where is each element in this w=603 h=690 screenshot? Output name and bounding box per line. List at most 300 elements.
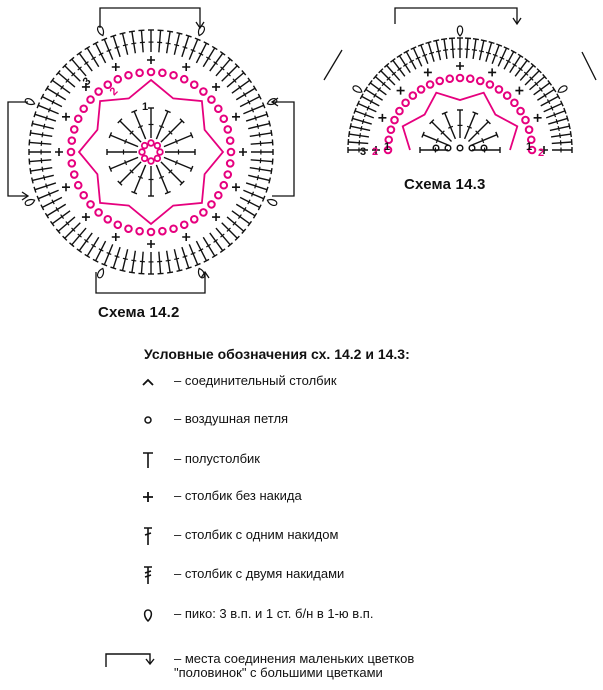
chain-stitch xyxy=(87,96,94,103)
stitch-mark xyxy=(123,45,128,46)
stitch-mark xyxy=(123,33,128,54)
chain-stitch xyxy=(69,160,76,167)
stitch-mark xyxy=(348,142,368,143)
sc-mark xyxy=(488,68,496,76)
stitch-mark xyxy=(96,43,106,63)
stitch-mark xyxy=(240,97,260,107)
row-label-right-1: 1 xyxy=(526,141,533,153)
legend xyxy=(140,346,600,680)
stitch-mark xyxy=(433,40,439,41)
legend-text: – столбик без накида xyxy=(174,488,302,503)
chain-stitch xyxy=(388,126,395,133)
stitch-mark xyxy=(203,237,214,256)
chain-stitch xyxy=(391,117,398,124)
stitch-mark xyxy=(251,142,273,144)
stitch-mark xyxy=(32,178,33,184)
stitch-mark xyxy=(358,103,376,111)
chain-stitch xyxy=(220,115,227,122)
stitch-mark xyxy=(32,124,53,129)
chain-stitch xyxy=(71,126,78,133)
stitch-mark xyxy=(159,30,161,52)
stitch-mark xyxy=(79,233,92,251)
legend-text: – воздушная петля xyxy=(174,411,289,426)
stitch-mark xyxy=(489,42,495,44)
stitch-mark xyxy=(120,33,126,34)
chain-stitch xyxy=(467,75,474,82)
row-label-left-3: 3 xyxy=(360,146,367,158)
chain-stitch xyxy=(125,72,132,79)
chain-stitch xyxy=(215,192,222,199)
stitch-mark xyxy=(445,113,456,139)
stitch-mark xyxy=(159,252,161,274)
stitch-mark xyxy=(240,197,260,207)
chain-stitch xyxy=(181,76,188,83)
stitch-mark xyxy=(473,39,476,59)
stitch-mark xyxy=(493,54,498,56)
legend-item-sc xyxy=(140,487,600,509)
stitch-mark xyxy=(161,121,182,142)
sc-mark xyxy=(534,114,542,122)
stitch-mark xyxy=(510,56,521,73)
stitch-mark xyxy=(250,168,272,171)
stitch-mark xyxy=(236,88,255,99)
stitch-mark xyxy=(556,119,557,124)
stitch-mark xyxy=(436,41,440,61)
chain-stitch xyxy=(104,216,111,223)
stitch-mark xyxy=(418,44,424,46)
stitch-mark xyxy=(42,97,62,107)
chain-stitch xyxy=(436,78,443,85)
chain-stitch xyxy=(227,160,234,167)
sc-mark xyxy=(515,87,523,95)
stitch-mark xyxy=(467,38,468,58)
chain-stitch xyxy=(396,108,403,115)
stitch-mark xyxy=(210,53,223,71)
stitch-mark xyxy=(46,184,48,189)
chain-stitch xyxy=(200,88,207,95)
row-label-left-2: 2 xyxy=(372,146,379,158)
chain-stitch xyxy=(159,70,166,77)
chain-stitch xyxy=(402,100,409,107)
chain-stitch xyxy=(457,75,464,82)
sc-mark xyxy=(239,148,247,156)
chain-stitch xyxy=(159,228,166,235)
chain-stitch xyxy=(410,92,417,99)
stitch-mark xyxy=(34,187,36,193)
stitch-mark xyxy=(436,51,441,52)
stitch-mark xyxy=(366,89,383,100)
chain-stitch xyxy=(71,171,78,178)
chain-stitch xyxy=(191,216,198,223)
stitch-mark xyxy=(30,168,31,174)
stitch-mark xyxy=(504,52,514,70)
stitch-mark xyxy=(174,258,179,259)
center-chain xyxy=(148,158,154,164)
chain-stitch xyxy=(227,137,234,144)
stitch-mark xyxy=(38,190,58,198)
chain-stitch xyxy=(170,225,177,232)
stitch-mark xyxy=(544,103,562,111)
center-chain xyxy=(142,143,148,149)
stitch-mark xyxy=(222,223,238,239)
stitch-mark xyxy=(196,43,206,63)
chain-stitch xyxy=(418,86,425,93)
chain-stitch xyxy=(148,69,155,76)
sc-mark xyxy=(232,183,240,191)
stitch-mark xyxy=(498,48,506,66)
chain-stitch xyxy=(75,182,82,189)
stitch-mark xyxy=(364,112,366,117)
chain-stitch xyxy=(517,108,524,115)
stitch-mark xyxy=(167,31,173,32)
stitch-mark xyxy=(38,105,58,113)
sc-mark xyxy=(232,113,240,121)
chain-stitch xyxy=(526,126,533,133)
stitch-mark xyxy=(248,124,269,129)
stitch-mark xyxy=(406,52,416,70)
stitch-mark xyxy=(32,121,33,127)
picot-icon xyxy=(140,605,156,625)
stitch-mark xyxy=(183,256,188,258)
chain-stitch xyxy=(95,88,102,95)
stitch-mark xyxy=(141,252,143,274)
caption-14-3: Схема 14.3 xyxy=(404,176,486,193)
stitch-mark xyxy=(174,33,179,54)
stitch-mark xyxy=(570,131,571,137)
legend-item-join xyxy=(140,650,600,686)
stitch-mark xyxy=(541,96,559,106)
stitch-mark xyxy=(361,126,362,131)
stitch-mark xyxy=(120,270,126,271)
sc-mark xyxy=(182,233,190,241)
stitch-mark xyxy=(96,241,106,261)
chain-stitch xyxy=(446,75,453,82)
stitch-mark xyxy=(134,111,145,139)
stitch-mark xyxy=(115,256,120,258)
picot-mark xyxy=(266,198,277,207)
chain-stitch xyxy=(511,100,518,107)
stitch-mark xyxy=(232,80,250,93)
chain-stitch xyxy=(215,105,222,112)
stitch-mark xyxy=(444,39,447,59)
stitch-mark xyxy=(131,43,136,44)
stitch-mark xyxy=(349,134,369,137)
stitch-mark xyxy=(167,272,173,273)
stitch-mark xyxy=(46,116,48,121)
stitch-mark xyxy=(560,133,561,138)
stitch-mark xyxy=(29,160,51,162)
stitch-mark xyxy=(259,132,260,137)
stitch-mark xyxy=(350,123,351,129)
stitch-mark xyxy=(257,124,258,129)
center-chain xyxy=(139,149,145,155)
stitch-mark xyxy=(32,175,53,180)
stitch-mark xyxy=(481,40,487,41)
stitch-mark xyxy=(413,48,421,66)
stitch-mark xyxy=(189,39,197,59)
legend-item-slip-stitch xyxy=(140,372,600,394)
chain-stitch xyxy=(114,76,121,83)
stitch-mark xyxy=(129,31,135,32)
stitch-mark xyxy=(422,54,427,56)
sc-mark xyxy=(147,56,155,64)
chain-stitch xyxy=(181,221,188,228)
chain-stitch-icon xyxy=(140,410,156,430)
stitch-mark xyxy=(189,244,197,264)
stitch-mark xyxy=(131,260,136,261)
row-label-right-2: 2 xyxy=(538,147,545,159)
stitch-mark xyxy=(34,111,36,117)
sc-mark xyxy=(112,63,120,71)
sc-mark xyxy=(147,240,155,248)
legend-text: – полустолбик xyxy=(174,451,260,466)
stitch-mark xyxy=(423,135,449,146)
chain-stitch xyxy=(114,221,121,228)
stitch-mark xyxy=(554,112,556,117)
stitch-mark xyxy=(486,52,491,53)
chain-stitch xyxy=(496,86,503,93)
stitch-mark xyxy=(552,142,572,143)
chain-stitch xyxy=(80,105,87,112)
sc-mark xyxy=(112,233,120,241)
stitch-mark xyxy=(110,135,138,146)
sc-mark xyxy=(212,213,220,221)
stitch-mark xyxy=(132,32,135,54)
legend-item-tr xyxy=(140,565,600,587)
stitch-mark xyxy=(443,50,448,51)
row-label-2: 2 xyxy=(107,85,121,99)
stitch-mark xyxy=(29,142,51,144)
legend-text: – пико: 3 в.п. и 1 ст. б/н в 1-ю в.п. xyxy=(174,606,374,621)
stitch-mark xyxy=(271,130,272,136)
center-chain xyxy=(148,140,154,146)
legend-text: – столбик с двумя накидами xyxy=(174,566,345,581)
stitch-mark xyxy=(259,167,260,172)
stitch-mark xyxy=(79,53,92,71)
stitch-mark xyxy=(161,162,182,183)
chain-stitch xyxy=(228,149,235,156)
stitch-mark xyxy=(52,80,70,93)
legend-item-chain xyxy=(140,410,600,432)
stitch-mark xyxy=(123,258,128,259)
stitch-mark xyxy=(65,223,81,239)
legend-text: – соединительный столбик xyxy=(174,373,337,388)
single-crochet-icon xyxy=(140,487,156,507)
sc-mark xyxy=(182,63,190,71)
chain-stitch xyxy=(148,229,155,236)
stitch-mark xyxy=(564,108,566,114)
slip-stitch-icon xyxy=(140,372,156,392)
stitch-mark xyxy=(269,178,270,184)
stitch-mark xyxy=(210,233,223,251)
sc-mark xyxy=(212,83,220,91)
chain-stitch xyxy=(75,115,82,122)
stitch-mark xyxy=(429,52,434,53)
chain-stitch xyxy=(125,225,132,232)
stitch-mark xyxy=(351,126,371,130)
legend-text-line2: "половинок" с большими цветками xyxy=(174,665,383,680)
stitch-mark xyxy=(271,168,272,174)
legend-title: Условные обозначения сх. 14.2 и 14.3: xyxy=(144,346,410,362)
stitch-mark xyxy=(87,48,98,67)
chain-stitch xyxy=(80,192,87,199)
legend-item-hdc xyxy=(140,450,600,472)
chain-stitch xyxy=(208,96,215,103)
treble-crochet-icon xyxy=(140,565,156,585)
stitch-mark xyxy=(465,113,476,139)
stitch-mark xyxy=(174,249,179,270)
sc-mark xyxy=(378,114,386,122)
chain-stitch xyxy=(200,209,207,216)
double-crochet-icon xyxy=(140,526,156,546)
chain-stitch xyxy=(477,78,484,85)
stitch-mark xyxy=(222,66,238,82)
stitch-mark xyxy=(31,168,53,171)
stitch-mark xyxy=(480,41,484,61)
stitch-mark xyxy=(31,133,53,136)
stitch-mark xyxy=(44,175,45,180)
stitch-mark xyxy=(104,39,112,59)
stitch-mark xyxy=(42,197,62,207)
sc-mark xyxy=(62,113,70,121)
sc-mark xyxy=(424,68,432,76)
stitch-mark xyxy=(166,43,171,44)
stitch-mark xyxy=(558,126,559,131)
stitch-mark xyxy=(269,121,270,127)
stitch-mark xyxy=(167,32,170,54)
stitch-mark xyxy=(120,162,141,183)
stitch-mark xyxy=(251,160,273,162)
stitch-mark xyxy=(537,89,554,100)
stitch-mark xyxy=(186,35,192,37)
inner-rows-left xyxy=(68,69,235,236)
center-chain xyxy=(155,156,161,162)
stitch-mark xyxy=(468,122,488,142)
stitch-mark xyxy=(47,204,66,215)
legend-text: – места соединения маленьких цветков xyxy=(174,651,415,666)
chain-stitch xyxy=(522,117,529,124)
stitch-mark xyxy=(551,134,571,137)
legend-text: – столбик с одним накидом xyxy=(174,527,339,542)
stitch-mark xyxy=(352,116,354,122)
stitch-mark xyxy=(232,211,250,224)
sc-mark xyxy=(82,213,90,221)
chain-stitch xyxy=(208,201,215,208)
chain-stitch xyxy=(224,171,231,178)
half-double-crochet-icon xyxy=(140,450,156,470)
base-chain xyxy=(457,145,463,151)
chain-stitch xyxy=(224,126,231,133)
stitch-mark xyxy=(248,175,269,180)
stitch-mark xyxy=(115,47,120,49)
row-label-1: 1 xyxy=(142,101,149,113)
stitch-mark xyxy=(110,35,116,37)
stitch-mark xyxy=(569,123,570,129)
picot-mark xyxy=(97,25,106,36)
stitch-mark xyxy=(257,175,258,180)
chain-stitch xyxy=(69,137,76,144)
stitch-mark xyxy=(255,184,257,189)
chain-stitch xyxy=(136,70,143,77)
stitch-mark xyxy=(123,249,128,270)
diagram-14-2 xyxy=(0,0,300,300)
chain-stitch xyxy=(68,149,75,156)
center-chain xyxy=(157,149,163,155)
chain-stitch xyxy=(136,228,143,235)
stitch-mark xyxy=(203,48,214,67)
stitch-mark xyxy=(44,124,45,129)
sc-mark xyxy=(62,183,70,191)
stitch-mark xyxy=(42,132,43,137)
stitch-mark xyxy=(496,44,502,46)
stitch-mark xyxy=(177,270,183,271)
stitch-mark xyxy=(183,47,188,49)
picot-mark xyxy=(24,198,35,207)
sc-mark xyxy=(397,87,405,95)
chain-stitch xyxy=(191,81,198,88)
stitch-mark xyxy=(266,111,268,117)
chain-stitch xyxy=(87,201,94,208)
legend-item-dc xyxy=(140,526,600,548)
stitch-mark xyxy=(47,88,66,99)
stitch-mark xyxy=(129,272,135,273)
stitch-mark xyxy=(120,121,141,142)
stitch-mark xyxy=(243,105,263,113)
join-bracket-icon xyxy=(104,650,156,670)
stitch-mark xyxy=(164,157,192,168)
stitch-mark xyxy=(399,56,410,73)
chain-stitch xyxy=(220,182,227,189)
picot-mark xyxy=(457,26,462,36)
stitch-mark xyxy=(186,267,192,269)
sc-mark xyxy=(456,62,464,70)
pink-star xyxy=(79,80,223,224)
stitch-mark xyxy=(177,33,183,34)
stitch-mark xyxy=(30,130,31,136)
stitch-mark xyxy=(104,244,112,264)
legend-item-picot xyxy=(140,605,600,627)
picot-mark xyxy=(352,85,363,95)
stitch-mark xyxy=(52,211,70,224)
stitch-mark xyxy=(167,251,170,273)
stitch-mark xyxy=(471,135,497,146)
stitch-mark xyxy=(452,38,453,58)
stitch-mark xyxy=(243,190,263,198)
chain-stitch xyxy=(504,92,511,99)
chain-stitch xyxy=(170,72,177,79)
stitch-mark xyxy=(164,135,192,146)
stitch-mark xyxy=(156,111,167,139)
stitch-mark xyxy=(567,116,569,122)
stitch-mark xyxy=(65,66,81,82)
stitch-mark xyxy=(473,39,479,40)
chain-stitch xyxy=(95,209,102,216)
outer-rows-left xyxy=(24,25,277,278)
stitch-mark xyxy=(432,122,452,142)
stitch-mark xyxy=(110,157,138,168)
stitch-mark xyxy=(166,260,171,261)
stitch-mark xyxy=(255,116,257,121)
stitch-mark xyxy=(426,42,432,44)
stitch-mark xyxy=(362,119,363,124)
chain-stitch xyxy=(427,81,434,88)
center-chain xyxy=(155,143,161,149)
stitch-mark xyxy=(349,131,350,137)
row-label-3: 3 xyxy=(80,75,94,89)
stitch-mark xyxy=(87,237,98,256)
diagram-14-3 xyxy=(320,0,600,170)
caption-14-2: Схема 14.2 xyxy=(98,304,180,321)
